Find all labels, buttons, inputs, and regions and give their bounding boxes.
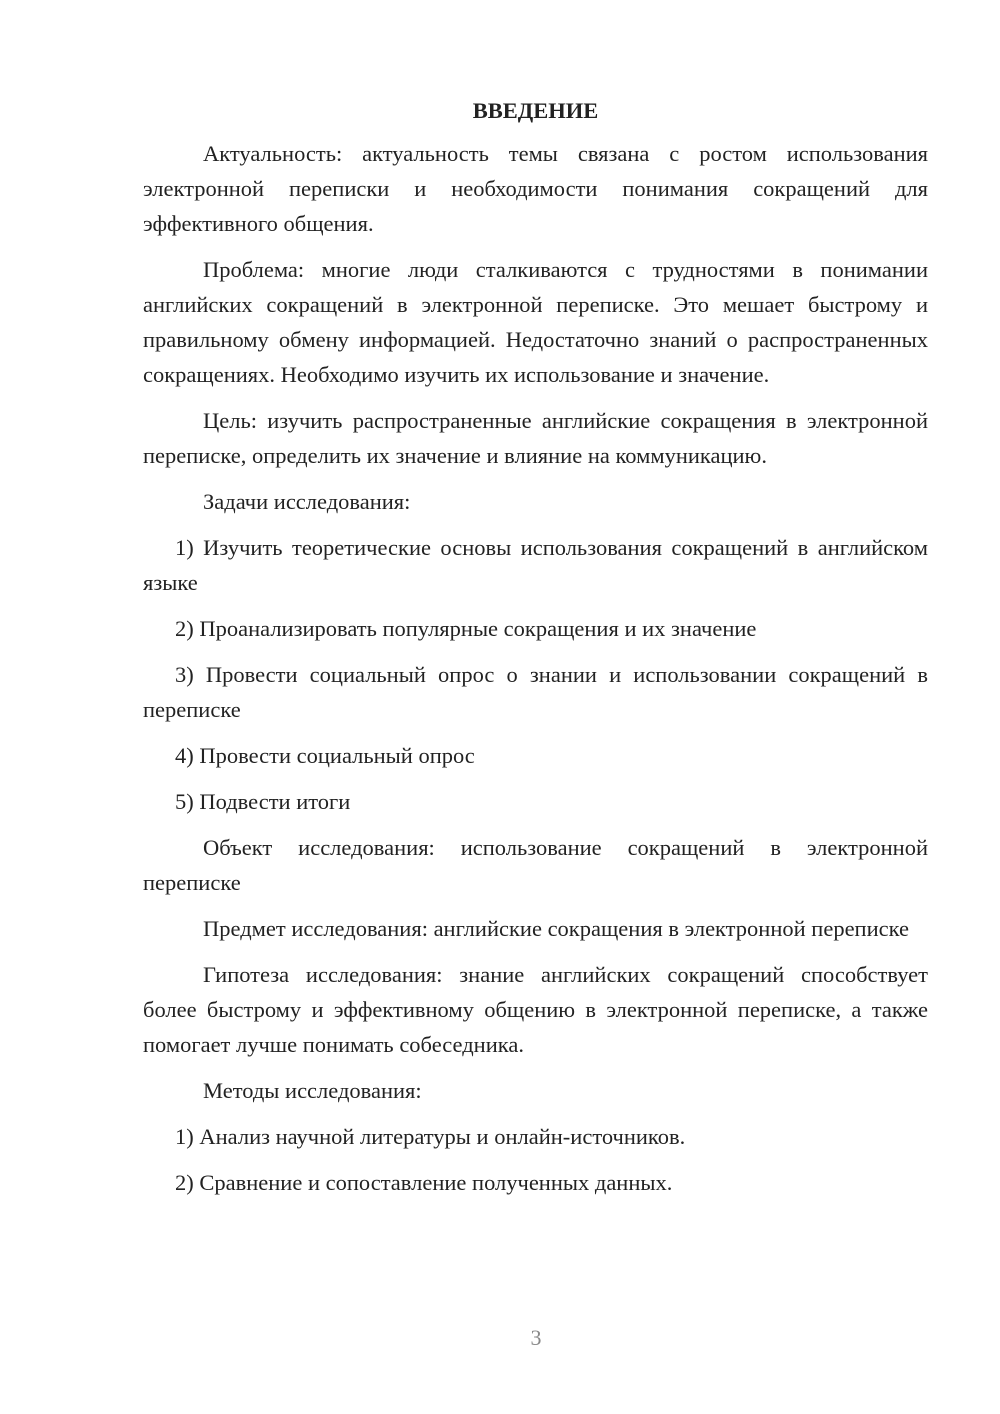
subject-paragraph: Предмет исследования: английские сокращения в электронной переписке	[203, 916, 909, 941]
hypothesis-paragraph: Гипотеза исследования: знание английских сокращений способствует более быстрому и эффективному общению в электронной переписке, а также помогает лучше понимать собеседника.	[143, 962, 928, 1057]
task-item: 5) Подвести итоги	[175, 789, 351, 814]
task-item: 2) Проанализировать популярные сокращения и их значение	[175, 616, 757, 641]
goal-paragraph: Цель: изучить распространенные английские сокращения в электронной переписке, определить их значение и влияние на коммуникацию.	[143, 408, 928, 468]
document-page	[143, 93, 928, 1211]
tasks-heading: Задачи исследования:	[203, 489, 411, 514]
method-item: 1) Анализ научной литературы и онлайн-источников.	[175, 1124, 686, 1149]
task-item: 4) Провести социальный опрос	[175, 743, 475, 768]
task-item: 1) Изучить теоретические основы использования сокращений в английском языке	[143, 535, 928, 595]
task-item: 3) Провести социальный опрос о знании и использовании сокращений в переписке	[143, 662, 928, 722]
object-paragraph: Объект исследования: использование сокращений в электронной переписке	[143, 835, 928, 895]
section-title: ВВЕДЕНИЕ	[472, 98, 599, 123]
problem-paragraph: Проблема: многие люди сталкиваются с трудностями в понимании английских сокращений в электронной переписке. Это мешает быстрому и правильному обмену информацией. Недостаточно знаний о распространенных сокращениях. Необходимо изучить их использование и значение.	[143, 257, 928, 387]
relevance-paragraph: Актуальность: актуальность темы связана с ростом использования электронной переписки и необходимости понимания сокращений для эффективного общения.	[143, 141, 928, 236]
page-number: 3	[530, 1325, 542, 1350]
method-item: 2) Сравнение и сопоставление полученных данных.	[175, 1170, 673, 1195]
methods-heading: Методы исследования:	[203, 1078, 422, 1103]
